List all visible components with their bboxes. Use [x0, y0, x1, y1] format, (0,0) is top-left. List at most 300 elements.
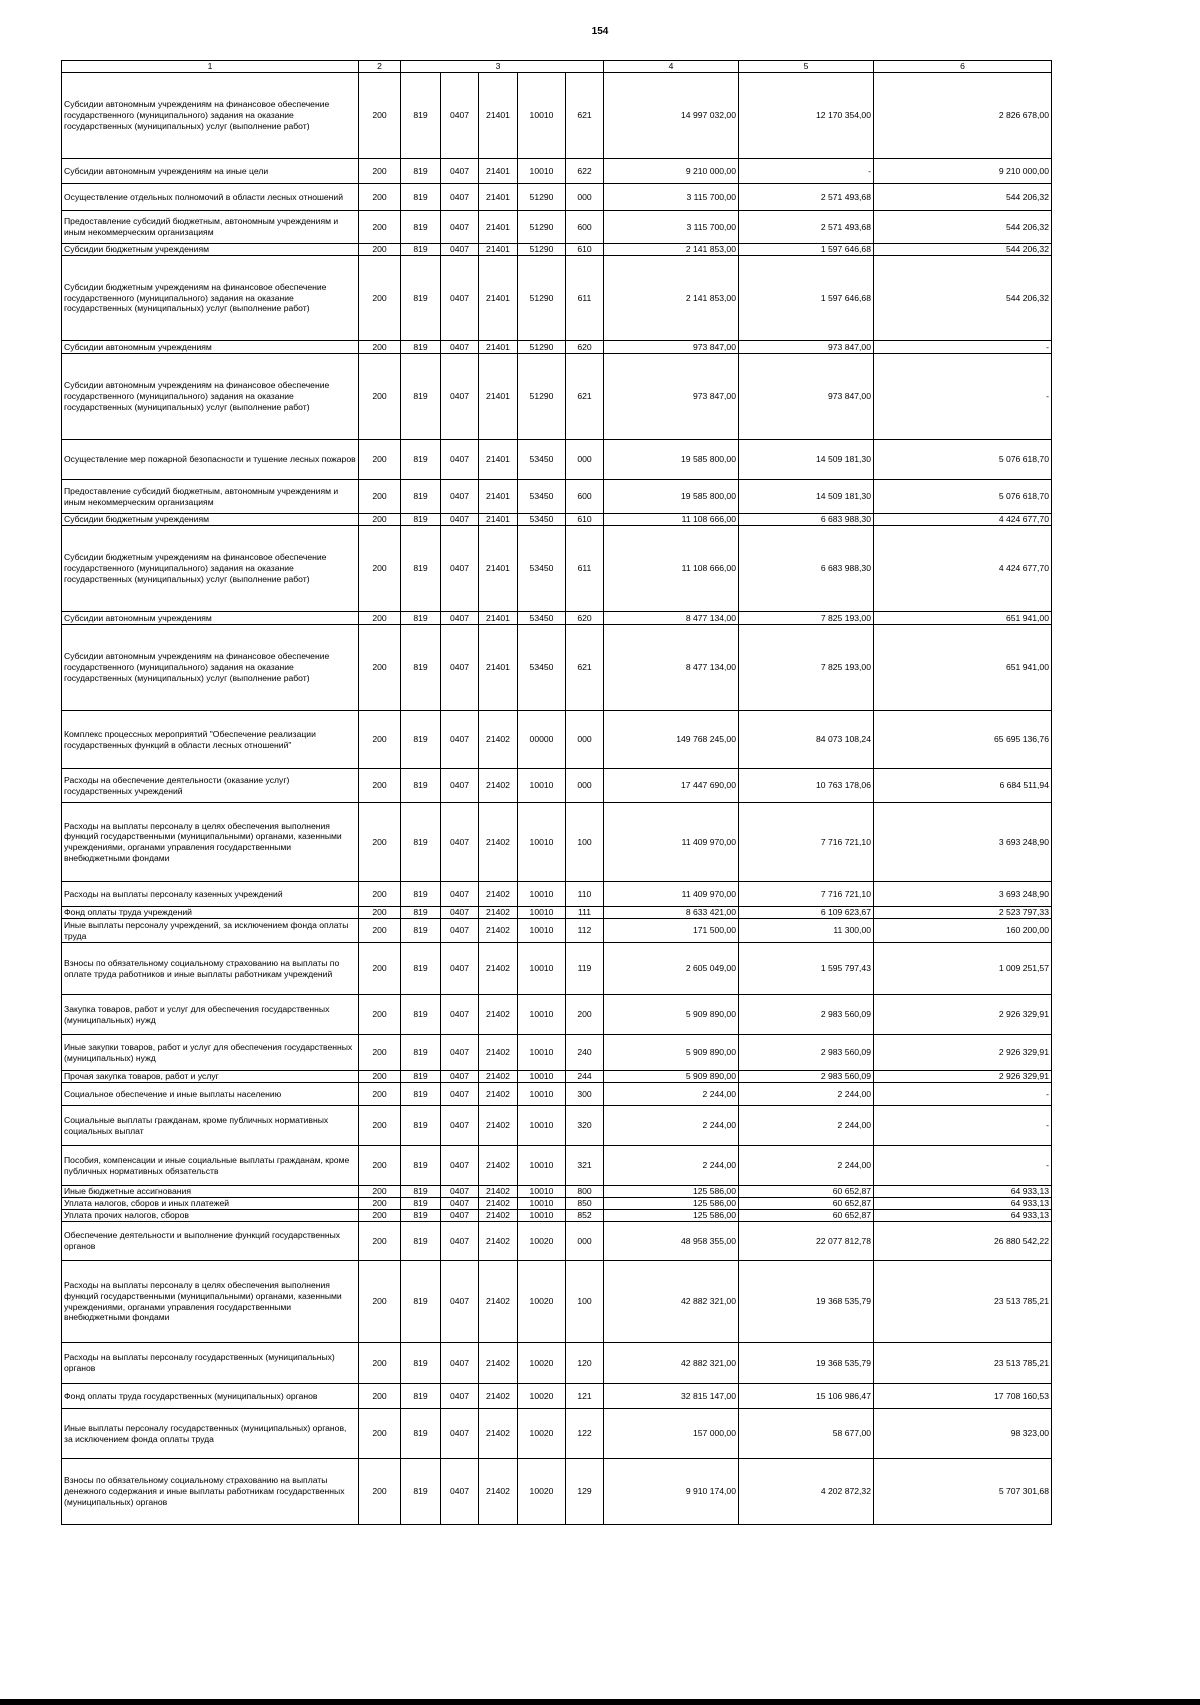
cell-col-4: 9 910 174,00: [604, 1459, 739, 1525]
cell-col-3b: 0407: [441, 341, 479, 354]
cell-col-3c: 21401: [479, 211, 518, 244]
cell-col-3c: 21402: [479, 1035, 518, 1071]
cell-col-3b: 0407: [441, 1146, 479, 1186]
cell-col-3a: 819: [401, 711, 441, 769]
cell-col-3d: 00000: [518, 711, 566, 769]
cell-col-3d: 10010: [518, 803, 566, 882]
table-row: [62, 711, 1052, 769]
cell-col-3c: 21402: [479, 1222, 518, 1261]
cell-col-3a: 819: [401, 907, 441, 919]
cell-col-3c: 21401: [479, 612, 518, 625]
cell-col-3c: 21402: [479, 1198, 518, 1210]
cell-col-3e: 300: [566, 1083, 604, 1106]
cell-col-3d: 10020: [518, 1459, 566, 1525]
row-name: Закупка товаров, работ и услуг для обеспечения государственных (муниципальных) нужд: [62, 995, 359, 1035]
cell-col-3c: 21401: [479, 184, 518, 211]
cell-col-6: -: [874, 341, 1052, 354]
cell-col-3e: 119: [566, 943, 604, 995]
cell-col-3b: 0407: [441, 1106, 479, 1146]
cell-col-4: 48 958 355,00: [604, 1222, 739, 1261]
cell-col-3a: 819: [401, 769, 441, 803]
cell-col-2: 200: [359, 803, 401, 882]
cell-col-3a: 819: [401, 256, 441, 341]
row-name: Субсидии автономным учреждениям: [62, 612, 359, 625]
row-name: Расходы на выплаты персоналу казенных учреждений: [62, 882, 359, 907]
cell-col-2: 200: [359, 1261, 401, 1343]
cell-col-4: 125 586,00: [604, 1198, 739, 1210]
scan-edge: [0, 1699, 1200, 1705]
cell-col-3b: 0407: [441, 1343, 479, 1384]
cell-col-3e: 620: [566, 612, 604, 625]
cell-col-3e: 321: [566, 1146, 604, 1186]
cell-col-5: 6 683 988,30: [739, 514, 874, 526]
cell-col-3e: 200: [566, 995, 604, 1035]
cell-col-6: 544 206,32: [874, 256, 1052, 341]
cell-col-6: 2 926 329,91: [874, 1071, 1052, 1083]
cell-col-3c: 21402: [479, 943, 518, 995]
cell-col-3b: 0407: [441, 769, 479, 803]
cell-col-2: 200: [359, 1146, 401, 1186]
cell-col-4: 19 585 800,00: [604, 440, 739, 480]
cell-col-3c: 21401: [479, 244, 518, 256]
cell-col-4: 5 909 890,00: [604, 1071, 739, 1083]
cell-col-3a: 819: [401, 1409, 441, 1459]
cell-col-5: 2 571 493,68: [739, 184, 874, 211]
cell-col-3e: 000: [566, 440, 604, 480]
column-number-2: 2: [359, 61, 401, 73]
row-name: Предоставление субсидий бюджетным, автономным учреждениям и иным некоммерческим организациям: [62, 211, 359, 244]
cell-col-4: 5 909 890,00: [604, 1035, 739, 1071]
column-number-4: 4: [604, 61, 739, 73]
cell-col-3a: 819: [401, 943, 441, 995]
cell-col-5: 6 683 988,30: [739, 526, 874, 612]
cell-col-3a: 819: [401, 354, 441, 440]
cell-col-2: 200: [359, 73, 401, 159]
table-row: [62, 943, 1052, 995]
cell-col-3c: 21401: [479, 514, 518, 526]
row-name: Субсидии автономным учреждениям: [62, 341, 359, 354]
cell-col-3a: 819: [401, 1198, 441, 1210]
cell-col-6: 544 206,32: [874, 184, 1052, 211]
row-name: Субсидии автономным учреждениям на иные цели: [62, 159, 359, 184]
cell-col-3b: 0407: [441, 440, 479, 480]
row-name: Взносы по обязательному социальному страхованию на выплаты по оплате труда работников и иные выплаты работникам учреждений: [62, 943, 359, 995]
cell-col-5: 14 509 181,30: [739, 440, 874, 480]
cell-col-6: 23 513 785,21: [874, 1343, 1052, 1384]
cell-col-3d: 51290: [518, 341, 566, 354]
cell-col-3d: 51290: [518, 354, 566, 440]
cell-col-2: 200: [359, 612, 401, 625]
table-row: [62, 1384, 1052, 1409]
cell-col-3c: 21402: [479, 1384, 518, 1409]
cell-col-3b: 0407: [441, 184, 479, 211]
row-name: Иные выплаты персоналу государственных (муниципальных) органов, за исключением фонда оплаты труда: [62, 1409, 359, 1459]
cell-col-3b: 0407: [441, 1186, 479, 1198]
cell-col-3e: 610: [566, 244, 604, 256]
cell-col-5: 19 368 535,79: [739, 1261, 874, 1343]
cell-col-3c: 21401: [479, 480, 518, 514]
cell-col-3d: 53450: [518, 440, 566, 480]
table-row: [62, 1222, 1052, 1261]
cell-col-2: 200: [359, 907, 401, 919]
cell-col-3a: 819: [401, 882, 441, 907]
cell-col-6: 23 513 785,21: [874, 1261, 1052, 1343]
cell-col-2: 200: [359, 514, 401, 526]
cell-col-3d: 10020: [518, 1409, 566, 1459]
cell-col-3c: 21402: [479, 1146, 518, 1186]
table-row: [62, 1409, 1052, 1459]
cell-col-6: 4 424 677,70: [874, 526, 1052, 612]
table-row: [62, 1343, 1052, 1384]
row-name: Расходы на выплаты персоналу в целях обеспечения выполнения функций государственными (муниципальными) органами, казенными учреждениями, органами управления государственными внебюджетными фондами: [62, 1261, 359, 1343]
cell-col-3a: 819: [401, 526, 441, 612]
cell-col-3b: 0407: [441, 244, 479, 256]
cell-col-3c: 21402: [479, 882, 518, 907]
cell-col-6: 2 926 329,91: [874, 995, 1052, 1035]
row-name: Иные выплаты персоналу учреждений, за исключением фонда оплаты труда: [62, 919, 359, 943]
cell-col-6: 544 206,32: [874, 211, 1052, 244]
cell-col-3e: 800: [566, 1186, 604, 1198]
cell-col-5: 2 983 560,09: [739, 1071, 874, 1083]
cell-col-4: 8 477 134,00: [604, 612, 739, 625]
cell-col-3e: 110: [566, 882, 604, 907]
cell-col-5: 84 073 108,24: [739, 711, 874, 769]
cell-col-4: 2 244,00: [604, 1106, 739, 1146]
cell-col-4: 3 115 700,00: [604, 211, 739, 244]
cell-col-3a: 819: [401, 1106, 441, 1146]
cell-col-6: 2 926 329,91: [874, 1035, 1052, 1071]
cell-col-3a: 819: [401, 625, 441, 711]
cell-col-3d: 53450: [518, 480, 566, 514]
cell-col-3c: 21402: [479, 1409, 518, 1459]
cell-col-3e: 120: [566, 1343, 604, 1384]
table-row: [62, 354, 1052, 440]
cell-col-4: 2 141 853,00: [604, 244, 739, 256]
cell-col-3a: 819: [401, 1343, 441, 1384]
row-name: Уплата прочих налогов, сборов: [62, 1210, 359, 1222]
cell-col-3a: 819: [401, 1035, 441, 1071]
cell-col-3c: 21402: [479, 1210, 518, 1222]
cell-col-2: 200: [359, 1222, 401, 1261]
cell-col-3c: 21402: [479, 1071, 518, 1083]
cell-col-3e: 600: [566, 480, 604, 514]
cell-col-5: 4 202 872,32: [739, 1459, 874, 1525]
cell-col-5: 2 571 493,68: [739, 211, 874, 244]
table-body: [62, 73, 1052, 1525]
cell-col-3c: 21402: [479, 803, 518, 882]
cell-col-5: 2 244,00: [739, 1146, 874, 1186]
cell-col-3d: 10010: [518, 1083, 566, 1106]
cell-col-5: 2 244,00: [739, 1106, 874, 1146]
cell-col-5: 6 109 623,67: [739, 907, 874, 919]
cell-col-6: 17 708 160,53: [874, 1384, 1052, 1409]
row-name: Социальные выплаты гражданам, кроме публичных нормативных социальных выплат: [62, 1106, 359, 1146]
cell-col-3e: 610: [566, 514, 604, 526]
row-name: Субсидии бюджетным учреждениям на финансовое обеспечение государственного (муниципального) задания на оказание государственных (муниципальных) услуг (выполнение работ): [62, 526, 359, 612]
cell-col-2: 200: [359, 882, 401, 907]
cell-col-2: 200: [359, 256, 401, 341]
row-name: Субсидии автономным учреждениям на финансовое обеспечение государственного (муниципального) задания на оказание государственных (муниципальных) услуг (выполнение работ): [62, 354, 359, 440]
cell-col-3d: 10020: [518, 1261, 566, 1343]
cell-col-3e: 621: [566, 73, 604, 159]
cell-col-3a: 819: [401, 1384, 441, 1409]
cell-col-5: 7 825 193,00: [739, 612, 874, 625]
cell-col-4: 42 882 321,00: [604, 1261, 739, 1343]
row-name: Обеспечение деятельности и выполнение функций государственных органов: [62, 1222, 359, 1261]
cell-col-6: 5 076 618,70: [874, 440, 1052, 480]
cell-col-3a: 819: [401, 1210, 441, 1222]
cell-col-4: 973 847,00: [604, 341, 739, 354]
cell-col-4: 2 141 853,00: [604, 256, 739, 341]
cell-col-3e: 121: [566, 1384, 604, 1409]
cell-col-5: -: [739, 159, 874, 184]
cell-col-3a: 819: [401, 1083, 441, 1106]
cell-col-3c: 21402: [479, 1106, 518, 1146]
table-row: [62, 1035, 1052, 1071]
cell-col-3b: 0407: [441, 514, 479, 526]
cell-col-3b: 0407: [441, 919, 479, 943]
table-row: [62, 625, 1052, 711]
cell-col-3d: 51290: [518, 211, 566, 244]
cell-col-3e: 611: [566, 256, 604, 341]
table-row: [62, 211, 1052, 244]
cell-col-4: 19 585 800,00: [604, 480, 739, 514]
row-name: Субсидии автономным учреждениям на финансовое обеспечение государственного (муниципального) задания на оказание государственных (муниципальных) услуг (выполнение работ): [62, 73, 359, 159]
table-row: [62, 1198, 1052, 1210]
cell-col-3b: 0407: [441, 211, 479, 244]
row-name: Социальное обеспечение и иные выплаты населению: [62, 1083, 359, 1106]
cell-col-2: 200: [359, 625, 401, 711]
cell-col-5: 7 716 721,10: [739, 803, 874, 882]
cell-col-6: -: [874, 1106, 1052, 1146]
cell-col-3e: 111: [566, 907, 604, 919]
table-row: [62, 907, 1052, 919]
cell-col-3d: 10010: [518, 1186, 566, 1198]
cell-col-3d: 10010: [518, 1146, 566, 1186]
table-row: [62, 514, 1052, 526]
cell-col-4: 11 409 970,00: [604, 803, 739, 882]
cell-col-6: 5 707 301,68: [874, 1459, 1052, 1525]
cell-col-3b: 0407: [441, 882, 479, 907]
cell-col-4: 149 768 245,00: [604, 711, 739, 769]
cell-col-4: 3 115 700,00: [604, 184, 739, 211]
cell-col-6: 26 880 542,22: [874, 1222, 1052, 1261]
cell-col-2: 200: [359, 1083, 401, 1106]
table-row: [62, 341, 1052, 354]
cell-col-5: 58 677,00: [739, 1409, 874, 1459]
cell-col-2: 200: [359, 1210, 401, 1222]
cell-col-3d: 10010: [518, 943, 566, 995]
cell-col-6: 4 424 677,70: [874, 514, 1052, 526]
cell-col-3d: 10010: [518, 159, 566, 184]
cell-col-4: 125 586,00: [604, 1210, 739, 1222]
cell-col-6: 3 693 248,90: [874, 803, 1052, 882]
cell-col-5: 973 847,00: [739, 341, 874, 354]
page-number: 154: [591, 26, 609, 37]
cell-col-3e: 244: [566, 1071, 604, 1083]
cell-col-3e: 622: [566, 159, 604, 184]
cell-col-3b: 0407: [441, 1198, 479, 1210]
cell-col-5: 1 597 646,68: [739, 244, 874, 256]
cell-col-5: 60 652,87: [739, 1186, 874, 1198]
cell-col-5: 1 595 797,43: [739, 943, 874, 995]
cell-col-3d: 10010: [518, 882, 566, 907]
cell-col-2: 200: [359, 769, 401, 803]
row-name: Иные закупки товаров, работ и услуг для обеспечения государственных (муниципальных) нужд: [62, 1035, 359, 1071]
cell-col-6: 9 210 000,00: [874, 159, 1052, 184]
cell-col-3b: 0407: [441, 1384, 479, 1409]
cell-col-3b: 0407: [441, 995, 479, 1035]
cell-col-2: 200: [359, 159, 401, 184]
cell-col-4: 11 108 666,00: [604, 514, 739, 526]
cell-col-5: 10 763 178,06: [739, 769, 874, 803]
cell-col-3b: 0407: [441, 256, 479, 341]
cell-col-2: 200: [359, 354, 401, 440]
cell-col-3d: 10010: [518, 995, 566, 1035]
column-number-5: 5: [739, 61, 874, 73]
cell-col-3b: 0407: [441, 526, 479, 612]
cell-col-3d: 10010: [518, 769, 566, 803]
cell-col-3b: 0407: [441, 1035, 479, 1071]
cell-col-3c: 21401: [479, 625, 518, 711]
table-row: [62, 1459, 1052, 1525]
cell-col-3e: 850: [566, 1198, 604, 1210]
table-row: [62, 244, 1052, 256]
cell-col-4: 2 605 049,00: [604, 943, 739, 995]
row-name: Расходы на выплаты персоналу в целях обеспечения выполнения функций государственными (муниципальными) органами, казенными учреждениями, органами управления государственными внебюджетными фондами: [62, 803, 359, 882]
cell-col-3a: 819: [401, 1146, 441, 1186]
cell-col-3d: 10020: [518, 1343, 566, 1384]
cell-col-3c: 21402: [479, 1083, 518, 1106]
cell-col-3e: 100: [566, 1261, 604, 1343]
table-row: [62, 612, 1052, 625]
cell-col-5: 2 244,00: [739, 1083, 874, 1106]
cell-col-3a: 819: [401, 1459, 441, 1525]
cell-col-2: 200: [359, 1459, 401, 1525]
cell-col-3c: 21402: [479, 1459, 518, 1525]
cell-col-2: 200: [359, 1071, 401, 1083]
table-row: [62, 919, 1052, 943]
cell-col-3a: 819: [401, 995, 441, 1035]
cell-col-3b: 0407: [441, 907, 479, 919]
cell-col-6: 2 523 797,33: [874, 907, 1052, 919]
row-name: Предоставление субсидий бюджетным, автономным учреждениям и иным некоммерческим организациям: [62, 480, 359, 514]
cell-col-3c: 21402: [479, 711, 518, 769]
cell-col-6: 544 206,32: [874, 244, 1052, 256]
cell-col-2: 200: [359, 526, 401, 612]
table-row: [62, 1146, 1052, 1186]
cell-col-3a: 819: [401, 159, 441, 184]
cell-col-3c: 21402: [479, 1261, 518, 1343]
row-name: Прочая закупка товаров, работ и услуг: [62, 1071, 359, 1083]
cell-col-6: -: [874, 354, 1052, 440]
cell-col-3e: 621: [566, 354, 604, 440]
cell-col-4: 171 500,00: [604, 919, 739, 943]
cell-col-3a: 819: [401, 919, 441, 943]
cell-col-3e: 112: [566, 919, 604, 943]
cell-col-5: 60 652,87: [739, 1198, 874, 1210]
cell-col-3b: 0407: [441, 612, 479, 625]
cell-col-2: 200: [359, 244, 401, 256]
cell-col-3e: 122: [566, 1409, 604, 1459]
cell-col-4: 9 210 000,00: [604, 159, 739, 184]
cell-col-4: 8 477 134,00: [604, 625, 739, 711]
cell-col-3b: 0407: [441, 73, 479, 159]
cell-col-3b: 0407: [441, 943, 479, 995]
cell-col-4: 125 586,00: [604, 1186, 739, 1198]
cell-col-5: 15 106 986,47: [739, 1384, 874, 1409]
cell-col-3c: 21402: [479, 1343, 518, 1384]
table-row: [62, 184, 1052, 211]
cell-col-3a: 819: [401, 1186, 441, 1198]
cell-col-3d: 10020: [518, 1222, 566, 1261]
cell-col-5: 22 077 812,78: [739, 1222, 874, 1261]
cell-col-3d: 10010: [518, 73, 566, 159]
table-row: [62, 1071, 1052, 1083]
cell-col-3c: 21401: [479, 256, 518, 341]
cell-col-4: 2 244,00: [604, 1146, 739, 1186]
cell-col-3e: 000: [566, 1222, 604, 1261]
cell-col-3b: 0407: [441, 803, 479, 882]
cell-col-4: 14 997 032,00: [604, 73, 739, 159]
table-row: [62, 526, 1052, 612]
table-row: [62, 882, 1052, 907]
table-row: [62, 1186, 1052, 1198]
cell-col-3b: 0407: [441, 1261, 479, 1343]
cell-col-3c: 21401: [479, 440, 518, 480]
cell-col-3b: 0407: [441, 354, 479, 440]
cell-col-6: 6 684 511,94: [874, 769, 1052, 803]
cell-col-3a: 819: [401, 480, 441, 514]
cell-col-3c: 21402: [479, 995, 518, 1035]
cell-col-2: 200: [359, 1343, 401, 1384]
cell-col-3d: 51290: [518, 244, 566, 256]
cell-col-2: 200: [359, 1409, 401, 1459]
row-name: Расходы на выплаты персоналу государственных (муниципальных) органов: [62, 1343, 359, 1384]
row-name: Осуществление отдельных полномочий в области лесных отношений: [62, 184, 359, 211]
cell-col-3e: 852: [566, 1210, 604, 1222]
cell-col-3d: 10010: [518, 1106, 566, 1146]
cell-col-4: 157 000,00: [604, 1409, 739, 1459]
cell-col-3a: 819: [401, 73, 441, 159]
cell-col-3a: 819: [401, 184, 441, 211]
column-number-row: [62, 61, 1052, 73]
cell-col-3d: 53450: [518, 625, 566, 711]
cell-col-6: 3 693 248,90: [874, 882, 1052, 907]
cell-col-3e: 240: [566, 1035, 604, 1071]
cell-col-4: 8 633 421,00: [604, 907, 739, 919]
cell-col-4: 2 244,00: [604, 1083, 739, 1106]
cell-col-6: 2 826 678,00: [874, 73, 1052, 159]
cell-col-3c: 21401: [479, 73, 518, 159]
cell-col-2: 200: [359, 341, 401, 354]
cell-col-3b: 0407: [441, 625, 479, 711]
cell-col-5: 14 509 181,30: [739, 480, 874, 514]
cell-col-2: 200: [359, 1384, 401, 1409]
cell-col-4: 17 447 690,00: [604, 769, 739, 803]
cell-col-5: 7 716 721,10: [739, 882, 874, 907]
table-row: [62, 256, 1052, 341]
cell-col-2: 200: [359, 1106, 401, 1146]
cell-col-2: 200: [359, 1035, 401, 1071]
cell-col-6: 64 933,13: [874, 1198, 1052, 1210]
row-name: Осуществление мер пожарной безопасности и тушение лесных пожаров: [62, 440, 359, 480]
cell-col-3c: 21401: [479, 159, 518, 184]
column-number-1: 1: [62, 61, 359, 73]
cell-col-5: 60 652,87: [739, 1210, 874, 1222]
cell-col-3c: 21401: [479, 354, 518, 440]
cell-col-6: 160 200,00: [874, 919, 1052, 943]
